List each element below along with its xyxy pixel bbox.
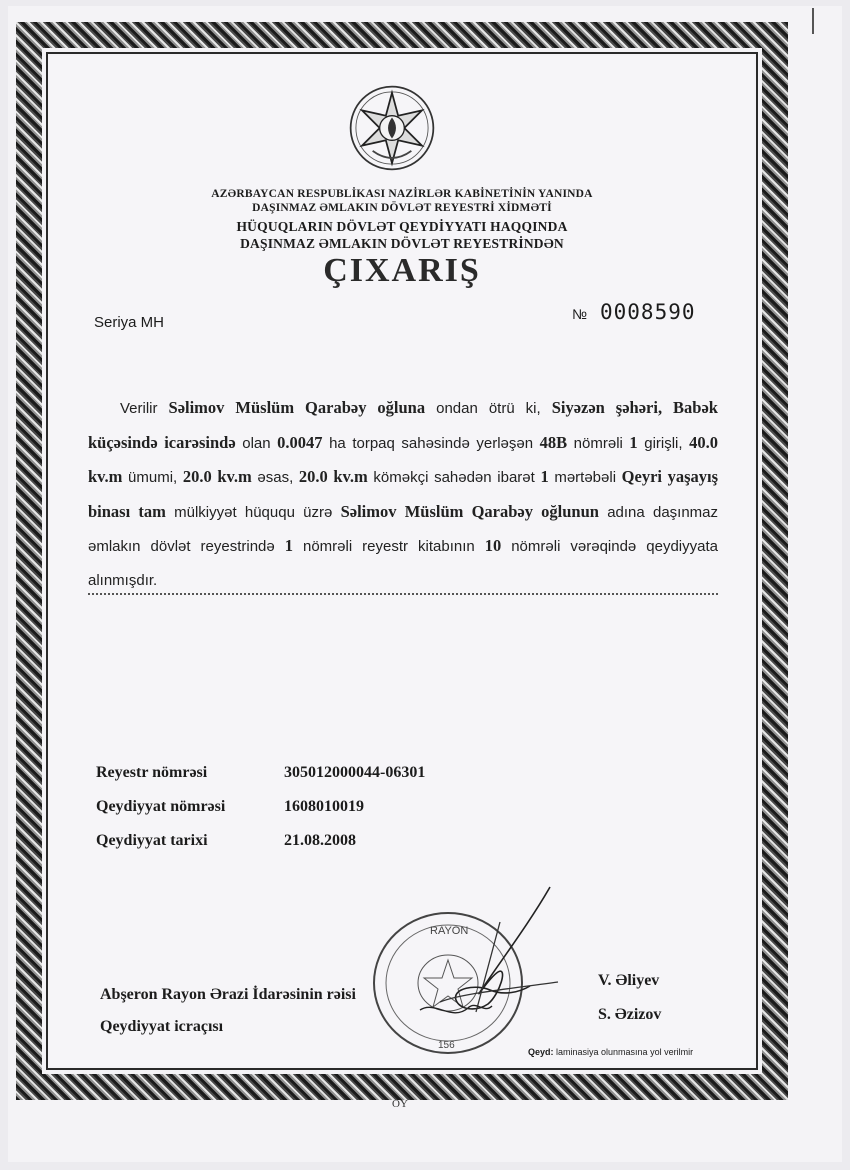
document-number: 0008590 [600,300,696,324]
number-sign: № [572,306,588,322]
body-text-segment: ümumi, [122,469,183,486]
registration-number-label: Qeydiyyat nömrəsi [96,798,226,815]
body-text-segment: nömrəli reyestr kitabının [293,538,485,555]
stamp-text: RAYON [430,925,469,937]
registry-book-number: 1 [284,536,293,555]
owner-name: Səlimov Müslüm Qarabəy oğluna [168,398,426,417]
registry-number-value: 305012000044-06301 [284,764,426,781]
lamination-note [528,1047,693,1057]
body-text-segment: ondan ötrü ki, [425,400,552,417]
body-text-segment: köməkçi sahədən ibarət [367,469,541,486]
building-number: 48B [539,432,568,452]
body-text-segment: əsas, [251,469,299,486]
header-line-3: HÜQUQLARIN DÖVLƏT QEYDİYYATI HAQQINDA [236,219,568,234]
body-text-segment: nömrəli [567,434,630,452]
body-text-segment: adına daşınmaz əmlakın dövlət reyestrində [88,503,719,555]
building-type: Qeyri yaşayış binası tam [88,467,719,521]
chief-role-label: Abşeron Rayon Ərazi İdarəsinin rəisi [100,986,356,1003]
bottom-fragment-text: OY [392,1098,408,1110]
body-text-segment: mülkiyyət hüququ üzrə [165,503,341,521]
floor-count: 1 [540,467,549,486]
body-text-segment: mərtəbəli [548,469,622,486]
handwritten-signature-icon [380,882,570,1042]
executor-role-label: Qeydiyyat icraçısı [100,1018,224,1035]
header-line-1: AZƏRBAYCAN RESPUBLİKASI NAZİRLƏR KABİNETİNİN YANINDA [211,188,593,200]
registry-number-label: Reyestr nömrəsi [96,764,208,781]
body-text-segment: girişli, [637,434,690,452]
body-text-segment: nömrəli vərəqində qeydiyyata alınmışdır. [88,538,718,589]
document-title: ÇIXARIŞ [323,252,481,289]
executor-name: S. Əzizov [598,1006,662,1023]
dotted-separator [88,593,718,595]
document-content [50,56,754,1066]
state-emblem-icon [348,84,436,172]
chief-name: V. Əliyev [598,972,660,989]
main-area: 20.0 kv.m [182,467,252,486]
body-text-segment: olan [235,434,278,452]
note-text: laminasiya olunmasına yol verilmir [553,1047,694,1057]
registration-number-value: 1608010019 [284,798,364,815]
header-line-4: DAŞINMAZ ƏMLAKIN DÖVLƏT REYESTRİNDƏN [240,236,564,251]
registry-page-number: 10 [484,536,502,555]
certificate-body [88,391,718,597]
note-label: Qeyd: [528,1047,554,1057]
body-text-segment: Verilir [120,400,169,417]
registration-date-label: Qeydiyyat tarixi [96,832,208,849]
registration-date-value: 21.08.2008 [284,832,356,849]
series-label: Seriya MH [94,314,165,331]
scan-mark [812,8,814,34]
total-area: 40.0 kv.m [88,432,718,486]
land-area: 0.0047 [277,432,323,452]
body-text-segment: ha torpaq sahəsində yerləşən [322,434,540,452]
property-location: Siyəzən şəhəri, Babək küçəsində icarəsində [88,398,718,452]
stamp-year: 156 [438,1040,455,1051]
header-line-2: DAŞINMAZ ƏMLAKIN DÖVLƏT REYESTRİ XİDMƏTİ [252,202,552,214]
entrance-count: 1 [629,432,638,452]
auxiliary-area: 20.0 kv.m [298,467,368,486]
owner-name-genitive: Səlimov Müslüm Qarabəy oğlunun [340,501,599,521]
